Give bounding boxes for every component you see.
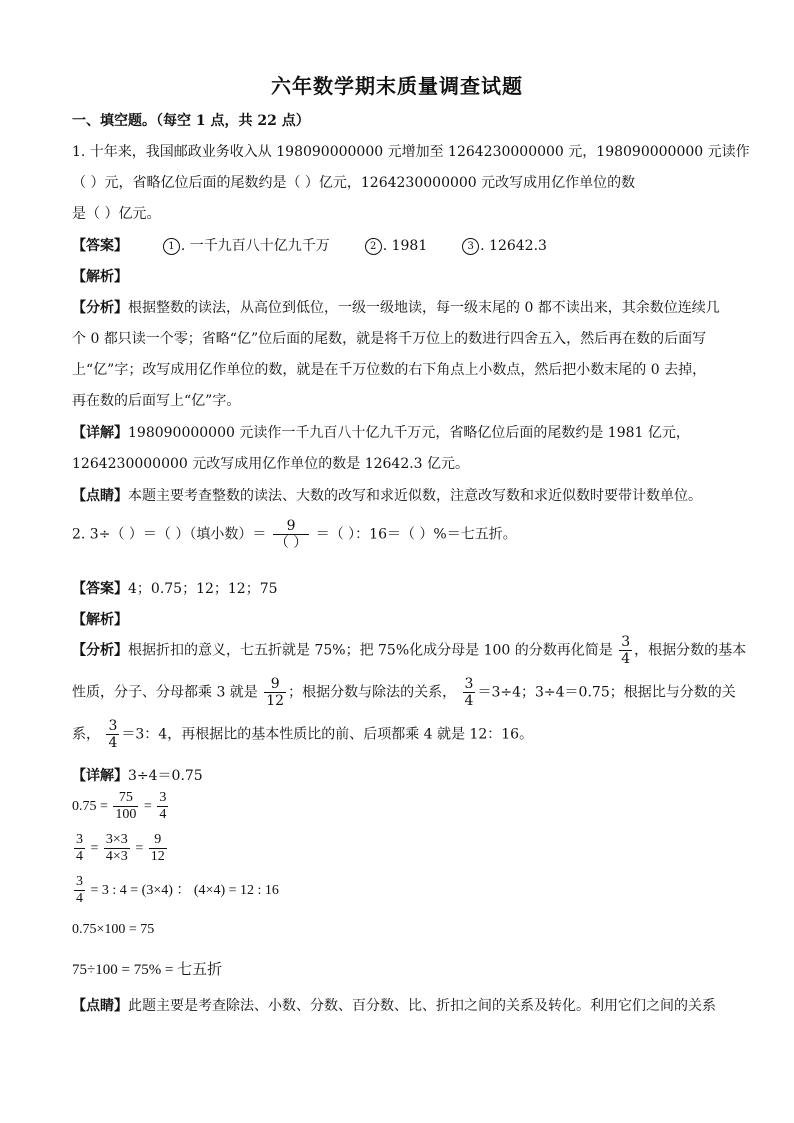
equation-3 (72, 874, 279, 907)
q2-answer (72, 578, 278, 598)
q2-dianjing (72, 995, 716, 1015)
fenxi-text: 系， (72, 726, 100, 743)
q1-fenxi-line-2: 个 0 都只读一个零；省略“亿”位后面的尾数，就是将千万位上的数进行四舍五入，然后再在数的后面写 (72, 331, 707, 347)
q2-fenxi-line-1 (72, 634, 746, 667)
fraction-3x3-4x3 (104, 832, 130, 865)
q1-stem-line-3: 是（ ）亿元。 (72, 206, 161, 222)
equation-5: 75÷100 = 75% = 七五折 (72, 962, 223, 978)
q2-fenxi-line-3 (72, 718, 533, 751)
fraction-9-12 (264, 676, 286, 709)
fraction-3-4 (106, 718, 119, 751)
equation-1 (72, 790, 170, 823)
q1-stem-line-1: 1. 十年来，我国邮政业务收入从 198090000000 元增加至 1264230000000 元，198090000000 元读作 (72, 144, 750, 160)
xiangjie-label: 【详解】 (72, 768, 128, 784)
dianjing-label: 【点睛】 (72, 998, 128, 1014)
fraction-3-4 (619, 634, 632, 667)
q2-jiexi-label: 【解析】 (72, 612, 128, 628)
fraction-numerator: 9 (270, 676, 280, 692)
q2-stem-part-a: 2. 3÷（ ）＝（ ）（填小数）＝ (72, 526, 267, 543)
fraction-9-12 (149, 832, 167, 865)
equation-text: 0.75 = (72, 798, 108, 814)
fenxi-label: 【分析】 (72, 642, 128, 659)
dianjing-text: 本题主要考查整数的读法、大数的改写和求近似数，注意改写数和求近似数时要带计数单位。 (128, 488, 702, 504)
fenxi-text: ，根据分数的基本 (634, 642, 747, 659)
q1-stem-line-2: （ ）元，省略亿位后面的尾数约是（ ）亿元，1264230000000 元改写成用亿作单位的数 (72, 175, 636, 191)
q2-stem-part-b: ＝（ ）：16＝（ ）%＝七五折。 (315, 526, 517, 543)
circled-number-1: 1 (163, 238, 180, 255)
q1-fenxi-line-3: 上“亿”字；改写成用亿作单位的数，就是在千万位数的右下角点上小数点，然后把小数末尾的 0 去掉， (72, 362, 707, 378)
fraction-numerator: 3 (621, 634, 631, 650)
fraction-numerator: 3×3 (105, 832, 128, 847)
equation-2 (72, 832, 169, 865)
q2-stem (72, 518, 517, 551)
fraction-numerator: 3 (76, 874, 83, 889)
fenxi-text: ＝3：4，再根据比的基本性质比的前、后项都乘 4 就是 12：16。 (121, 726, 534, 743)
fraction-75-100 (113, 790, 138, 823)
fraction-numerator: 75 (118, 790, 133, 805)
fraction-numerator: 9 (154, 832, 162, 847)
fraction-denominator: 100 (115, 807, 137, 823)
fraction-numerator: 3 (464, 676, 474, 692)
circled-number-3: 3 (462, 238, 479, 255)
q1-fenxi-line-4: 再在数的后面写上“亿”字。 (72, 393, 241, 409)
fraction-3-4 (463, 676, 476, 709)
fenxi-text: 根据整数的读法，从高位到低位，一级一级地读，每一级末尾的 0 都不读出来，其余数位连续几 (128, 300, 720, 316)
fraction-denominator: 4 (76, 849, 83, 865)
xiangjie-text: 198090000000 元读作一千九百八十亿九千万元，省略亿位后面的尾数约是 1981 亿元， (128, 425, 690, 441)
fraction-denominator: （ ） (274, 535, 308, 552)
fraction-denominator: 4 (108, 735, 118, 752)
answer-1: . 一千九百八十亿九千万 (180, 238, 330, 254)
q2-stem-fraction (273, 518, 309, 551)
fraction-denominator: 4×3 (105, 849, 128, 865)
fenxi-text: 性质，分子、分母都乘 3 就是 (72, 684, 258, 701)
q1-fenxi-line-1 (72, 297, 720, 317)
answer-3: . 12642.3 (480, 238, 547, 254)
fenxi-text: ＝3÷4；3÷4＝0.75；根据比与分数的关 (477, 684, 736, 701)
answer-label: 【答案】 (72, 238, 128, 254)
fraction-numerator: 3 (76, 832, 83, 847)
q2-fenxi-line-2 (72, 676, 736, 709)
q1-answer (72, 235, 547, 255)
q1-xiangjie-line-1 (72, 422, 690, 442)
fraction-numerator: 9 (286, 518, 296, 534)
fraction-3-4 (74, 832, 85, 865)
fraction-denominator: 4 (464, 693, 474, 710)
q2-xiangjie-line-1 (72, 765, 203, 785)
fenxi-label: 【分析】 (72, 300, 128, 316)
answer-text: 4；0.75；12；12；75 (128, 581, 278, 597)
fraction-denominator: 4 (621, 651, 631, 668)
circled-number-2: 2 (365, 238, 382, 255)
equation-text: = 3 : 4 = (3×4) ： (4×4) = 12 : 16 (90, 882, 279, 898)
fraction-denominator: 12 (266, 693, 285, 710)
q1-jiexi-label: 【解析】 (72, 269, 128, 285)
fraction-numerator: 3 (159, 790, 167, 805)
fraction-3-4 (74, 874, 85, 907)
fraction-denominator: 4 (76, 891, 83, 907)
equals-sign: = (143, 798, 152, 814)
fraction-denominator: 12 (150, 849, 165, 865)
fenxi-text: ；根据分数与除法的关系， (288, 684, 457, 701)
fenxi-text: 根据折扣的意义，七五折就是 75%；把 75%化成分母是 100 的分数再化简是 (128, 642, 613, 659)
fraction-denominator: 4 (159, 807, 167, 823)
answer-label: 【答案】 (72, 581, 128, 597)
xiangjie-label: 【详解】 (72, 425, 128, 441)
page-title: 六年数学期末质量调查试题 (271, 74, 523, 98)
fraction-3-4 (157, 790, 168, 823)
dianjing-text: 此题主要是考查除法、小数、分数、百分数、比、折扣之间的关系及转化。利用它们之间的关系 (128, 998, 716, 1014)
equals-sign: = (90, 840, 99, 856)
fraction-numerator: 3 (108, 718, 118, 734)
section-heading: 一、填空题。（每空 1 点，共 22 点） (72, 113, 310, 129)
q1-xiangjie-line-2: 1264230000000 元改写成用亿作单位的数是 12642.3 亿元。 (72, 456, 470, 472)
dianjing-label: 【点睛】 (72, 488, 128, 504)
answer-2: . 1981 (382, 238, 428, 254)
equals-sign: = (135, 840, 144, 856)
xiangjie-text: 3÷4＝0.75 (128, 768, 203, 784)
q1-dianjing (72, 485, 702, 505)
equation-4: 0.75×100 = 75 (72, 922, 155, 937)
